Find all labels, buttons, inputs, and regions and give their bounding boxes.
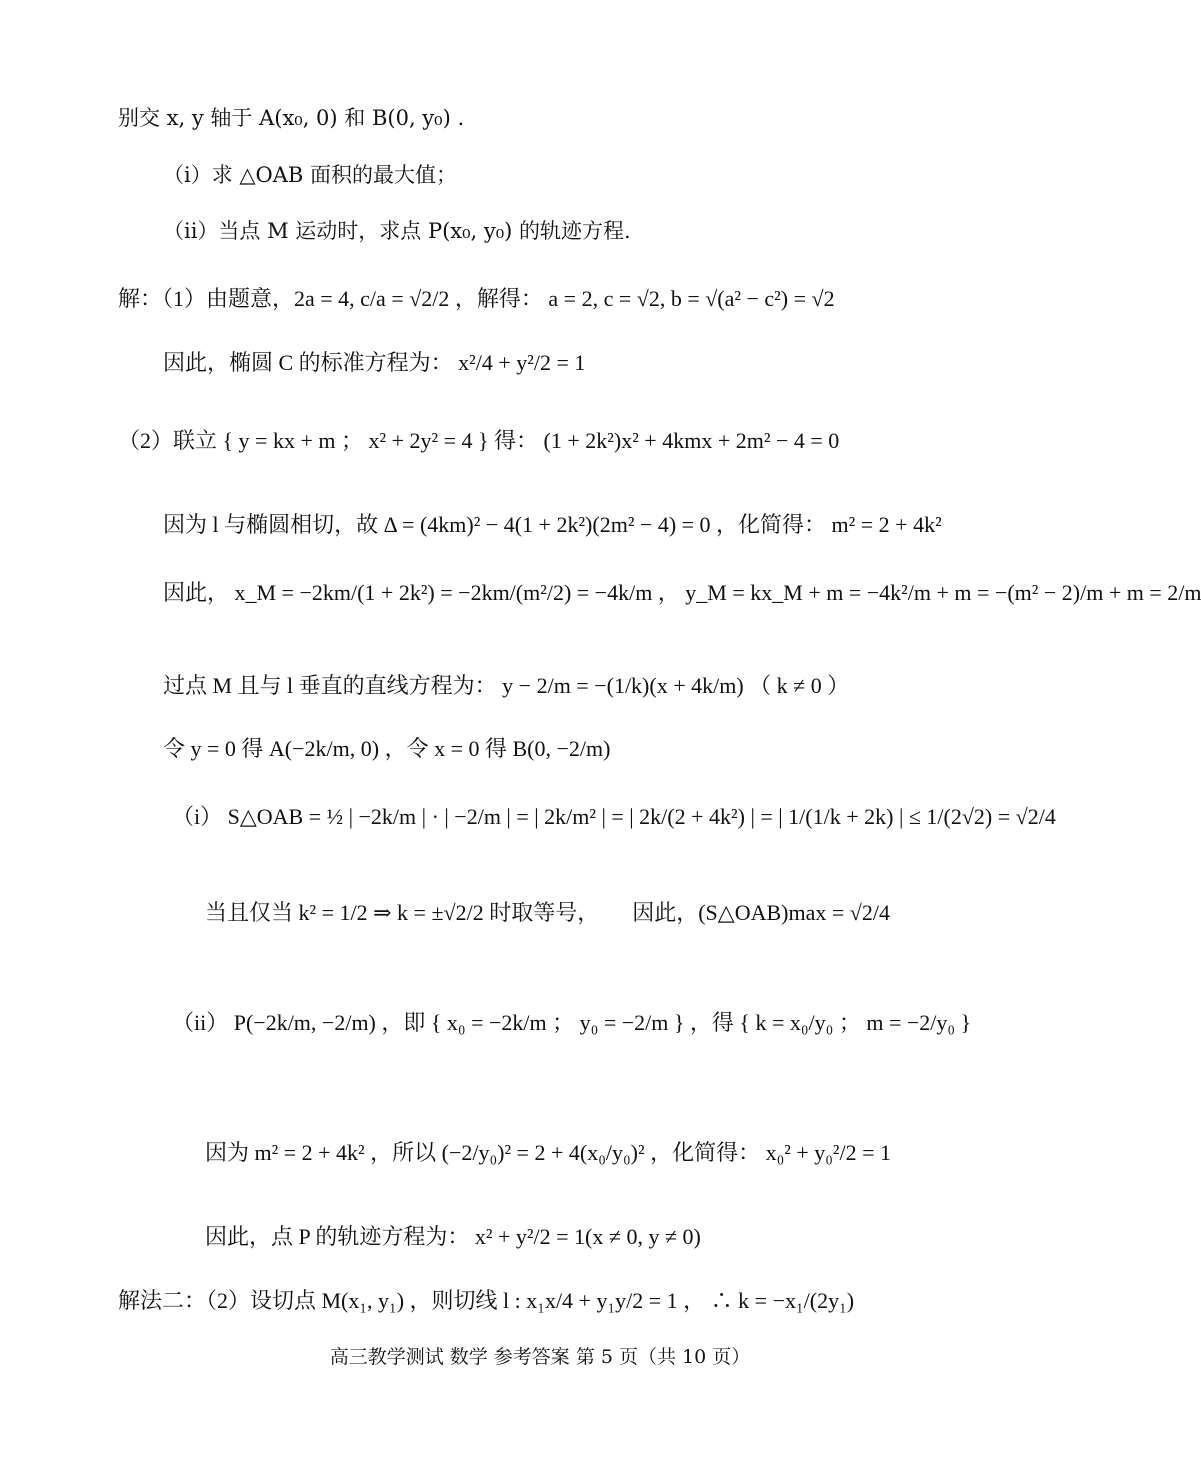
line-14: 因为 m² = 2 + 4k² ，所以 (−2/y₀)² = 2 + 4(x₀/y₀)² ，化简得： x₀² + y₀²/2 = 1: [205, 1140, 892, 1165]
line-6: （2）联立 { y = kx + m ； x² + 2y² = 4 } 得： (1 + 2k²)x² + 4kmx + 2m² − 4 = 0: [118, 428, 840, 453]
page-footer: 高三教学测试 数学 参考答案 第 5 页（共 10 页）: [329, 1346, 751, 1368]
line-4: 解：（1）由题意，2a = 4, c/a = √2/2 ，解得： a = 2, c = √2, b = √(a² − c²) = √2: [118, 286, 835, 311]
line-8: 因此， x_M = −2km/(1 + 2k²) = −2km/(m²/2) = −4k/m ， y_M = kx_M + m = −4k²/m + m = −(m² − 2)/m + m = 2/m: [163, 580, 1201, 605]
line-11: （i） S△OAB = ½ | −2k/m | · | −2/m | = | 2k/m² | = | 2k/(2 + 4k²) | = | 1/(1/k + 2k) | ≤ 1/(2√2) = √2/4: [172, 804, 1056, 829]
line-15: 因此，点 P 的轨迹方程为： x² + y²/2 = 1(x ≠ 0, y ≠ 0): [205, 1224, 701, 1249]
line-9: 过点 M 且与 l 垂直的直线方程为： y − 2/m = −(1/k)(x + 4k/m) （ k ≠ 0 ）: [163, 673, 850, 698]
line-12: 当且仅当 k² = 1/2 ⇒ k = ±√2/2 时取等号， 因此，(S△OAB)max = √2/4: [205, 900, 890, 925]
line-5: 因此，椭圆 C 的标准方程为： x²/4 + y²/2 = 1: [163, 350, 586, 375]
line-1: 别交 x, y 轴于 A(x₀, 0) 和 B(0, y₀) .: [118, 106, 465, 130]
line-3: （ii）当点 M 运动时，求点 P(x₀, y₀) 的轨迹方程.: [163, 219, 631, 243]
line-16: 解法二：（2）设切点 M(x₁, y₁) ，则切线 l : x₁x/4 + y₁y/2 = 1 ， ∴ k = −x₁/(2y₁): [118, 1288, 855, 1313]
line-13: （ii） P(−2k/m, −2/m) ，即 { x₀ = −2k/m ； y₀ = −2/m } ，得 { k = x₀/y₀ ； m = −2/y₀ }: [172, 1010, 972, 1035]
line-2: （i）求 △OAB 面积的最大值；: [163, 163, 458, 187]
line-7: 因为 l 与椭圆相切，故 Δ = (4km)² − 4(1 + 2k²)(2m² − 4) = 0 ，化简得： m² = 2 + 4k²: [163, 512, 942, 537]
line-10: 令 y = 0 得 A(−2k/m, 0) ，令 x = 0 得 B(0, −2/m): [163, 736, 611, 761]
